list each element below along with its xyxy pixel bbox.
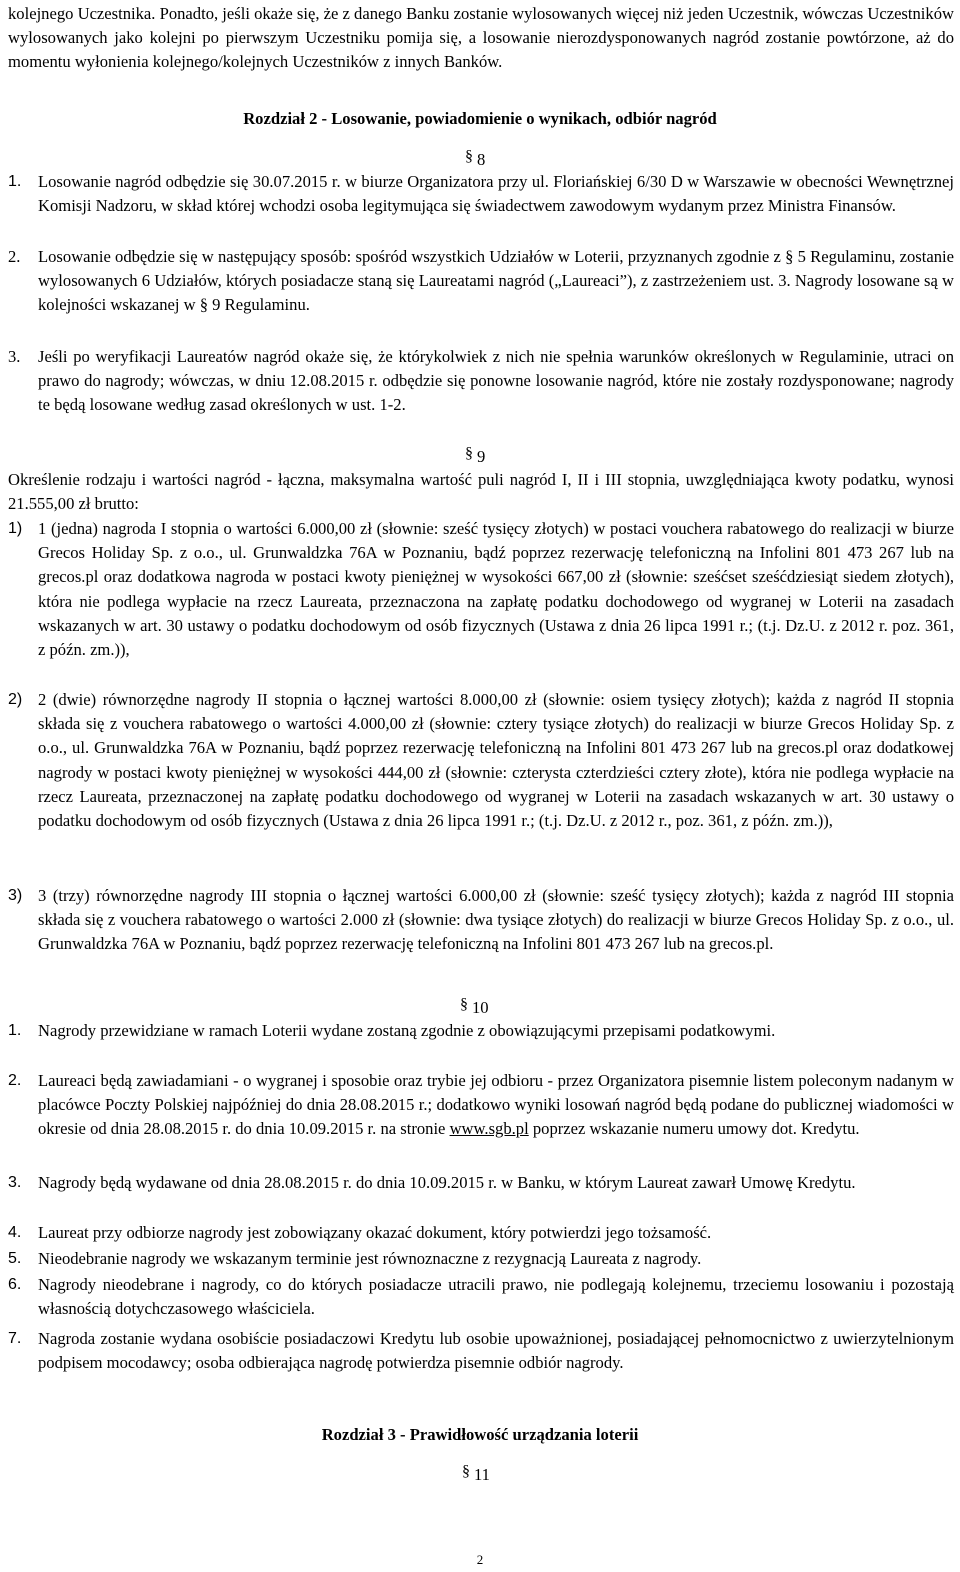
list-marker: 4. <box>8 1224 22 1241</box>
chapter-3-heading: Rozdział 3 - Prawidłowość urządzania loterii <box>321 1425 639 1444</box>
section-symbol-icon: § <box>465 148 473 165</box>
list-item: Nagrody przewidziane w ramach Loterii wydane zostaną zgodnie z obowiązującymi przepisami podatkowymi. <box>38 1021 776 1040</box>
list-item <box>38 1069 954 1142</box>
section-symbol-icon: § <box>460 996 468 1013</box>
list-item: Nagrody będą wydawane od dnia 28.08.2015 r. do dnia 10.09.2015 r. w Banku, w którym Laureat zawarł Umowę Kredytu. <box>38 1173 856 1192</box>
list-item: 3 (trzy) równorzędne nagrody III stopnia o łącznej wartości 6.000,00 zł (słownie: sześć tysięcy złotych); każda z nagród III stopnia składa się z vouchera rabatowego o wartości 2.000 zł (słownie: dwa tysiące złotych) do realizacji w biurze Grecos Holiday Sp. z o.o., ul. Grunwaldzka 76A w Poznaniu, bądź poprzez rezerwację telefoniczną na Infolini 801 473 267 lub na grecos.pl. <box>38 886 954 954</box>
list-item: Nieodebranie nagrody we wskazanym terminie jest równoznaczne z rezygnacją Laureata z nagrody. <box>38 1249 702 1268</box>
list-marker: 1. <box>8 1022 22 1039</box>
list-marker: 2. <box>8 247 21 266</box>
section-9-heading <box>465 443 485 468</box>
list-item: 2 (dwie) równorzędne nagrody II stopnia o łącznej wartości 8.000,00 zł (słownie: osiem tysięcy złotych); każda z nagród II stopnia składa się z vouchera rabatowego o wartości 4.000,00 zł (słownie: cztery tysiące złotych) do realizacji w biurze Grecos Holiday Sp. z o.o., ul. Grunwaldzka 76A w Poznaniu, bądź poprzez rezerwację telefoniczną na Infolini 801 473 267 lub na grecos.pl oraz dodatkowej nagrody w postaci kwoty pieniężnej w wysokości 444,00 zł (słownie: czterysta czterdzieści cztery złote), która nie podlega wypłacie na rzecz Laureata, przeznaczonej na zapłatę podatku dochodowego od wygranej w Loterii na zasadach wskazanych w art. 30 ustawy o podatku dochodowym od osób fizycznych (Ustawa z dnia 26 lipca 1991 r.; (t.j. Dz.U. z 2012 r., poz. 361, z późn. zm.)), <box>38 690 954 831</box>
list-marker: 3. <box>8 1174 22 1191</box>
list-item-text: poprzez wskazanie numeru umowy dot. Kredytu. <box>528 1119 860 1139</box>
list-item-text: Laureaci będą zawiadamiani - o wygranej i sposobie oraz trybie jej odbioru - przez Organizatora pisemnie listem poleconym nadanym w placówce Poczty Polskiej najpóźniej do dnia 28.08.2015 r.; dodatkowo wyniki losowań nagród będą podane do publicznej wiadomości w okresie od dnia 28.08.2015 r. do dnia 10.09.2015 r. na stronie <box>38 1071 954 1139</box>
section-9-intro: Określenie rodzaju i wartości nagród - łączna, maksymalna wartość puli nagród I, II i III stopnia, uwzględniająca kwoty podatku, wynosi 21.555,00 zł brutto: <box>8 470 954 514</box>
intro-paragraph: kolejnego Uczestnika. Ponadto, jeśli okaże się, że z danego Banku zostanie wylosowanych więcej niż jeden Uczestnik, wówczas Uczestników wylosowanych jako kolejni po pierwszym Uczestniku pomija się, a losowanie nierozdysponowanych nagród zostanie powtórzone, aż do momentu wyłonienia kolejnego/kolejnych Uczestników z innych Banków. <box>8 4 954 72</box>
list-item: Losowanie nagród odbędzie się 30.07.2015 r. w biurze Organizatora przy ul. Floriańskiej 6/30 D w Warszawie w obecności Wewnętrznej Komisji Nadzoru, w skład której wchodzi osoba legitymująca się świadectwem zawodowym wydanym przez Ministra Finansów. <box>38 172 954 216</box>
list-marker: 5. <box>8 1250 22 1267</box>
section-8-heading <box>465 146 485 171</box>
list-item: 1 (jedna) nagroda I stopnia o wartości 6.000,00 zł (słownie: sześć tysięcy złotych) w postaci vouchera rabatowego do realizacji w biurze Grecos Holiday Sp. z o.o., ul. Grunwaldzka 76A w Poznaniu, bądź poprzez rezerwację telefoniczną na Infolini 801 473 267 lub na grecos.pl oraz dodatkowa nagroda w postaci kwoty pieniężnej w wysokości 667,00 zł (słownie: sześćset sześćdziesiąt siedem złotych), która nie podlega wypłacie na rzecz Laureata, przeznaczona na zapłatę podatku dochodowego od wygranej w Loterii na zasadach wskazanych w art. 30 ustawy o podatku dochodowym od osób fizycznych (Ustawa z dnia 26 lipca 1991 r.; (t.j. Dz.U. z 2012 r. poz. 361, z późn. zm.)), <box>38 519 954 660</box>
list-marker: 1) <box>8 520 23 537</box>
section-11-heading <box>462 1461 490 1486</box>
section-number: 10 <box>472 998 489 1017</box>
list-marker: 2) <box>8 691 23 708</box>
list-marker: 3) <box>8 887 23 904</box>
list-item: Nagroda zostanie wydana osobiście posiadaczowi Kredytu lub osobie upoważnionej, posiadającej pełnomocnictwo z uwierzytelnionym podpisem mocodawcy; osoba odbierająca nagrodę potwierdza pisemnie odbiór nagrody. <box>38 1329 954 1373</box>
page-number: 2 <box>476 1552 484 1567</box>
list-marker: 2. <box>8 1072 22 1089</box>
sgb-website-link[interactable]: www.sgb.pl <box>449 1119 529 1139</box>
section-number: 9 <box>477 447 486 466</box>
list-marker: 6. <box>8 1276 22 1293</box>
list-item: Nagrody nieodebrane i nagrody, co do których posiadacze utracili prawo, nie podlegają kolejnemu, trzeciemu losowaniu i pozostają własnością dotychczasowego właściciela. <box>38 1275 954 1319</box>
list-item: Laureat przy odbiorze nagrody jest zobowiązany okazać dokument, który potwierdzi jego tożsamość. <box>38 1223 712 1242</box>
list-marker: 7. <box>8 1330 22 1347</box>
section-number: 11 <box>474 1465 490 1484</box>
section-10-heading <box>460 994 489 1019</box>
section-symbol-icon: § <box>462 1463 470 1480</box>
list-item: Jeśli po weryfikacji Laureatów nagród okaże się, że którykolwiek z nich nie spełnia warunków określonych w Regulaminie, utraci on prawo do nagrody; wówczas, w dniu 12.08.2015 r. odbędzie się ponowne losowanie nagród, które nie zostały rozdysponowane; nagrody te będą losowane według zasad określonych w ust. 1-2. <box>38 347 954 415</box>
section-symbol-icon: § <box>465 445 473 462</box>
section-number: 8 <box>477 150 486 169</box>
list-marker: 1. <box>8 173 22 190</box>
chapter-2-heading: Rozdział 2 - Losowanie, powiadomienie o wynikach, odbiór nagród <box>243 109 717 128</box>
list-marker: 3. <box>8 347 21 366</box>
list-item: Losowanie odbędzie się w następujący sposób: spośród wszystkich Udziałów w Loterii, przyznanych zgodnie z § 5 Regulaminu, zostanie wylosowanych 6 Udziałów, których posiadacze staną się Laureatami nagród („Laureaci”), z zastrzeżeniem ust. 3. Nagrody losowane są w kolejności wskazanej w § 9 Regulaminu. <box>38 247 954 315</box>
